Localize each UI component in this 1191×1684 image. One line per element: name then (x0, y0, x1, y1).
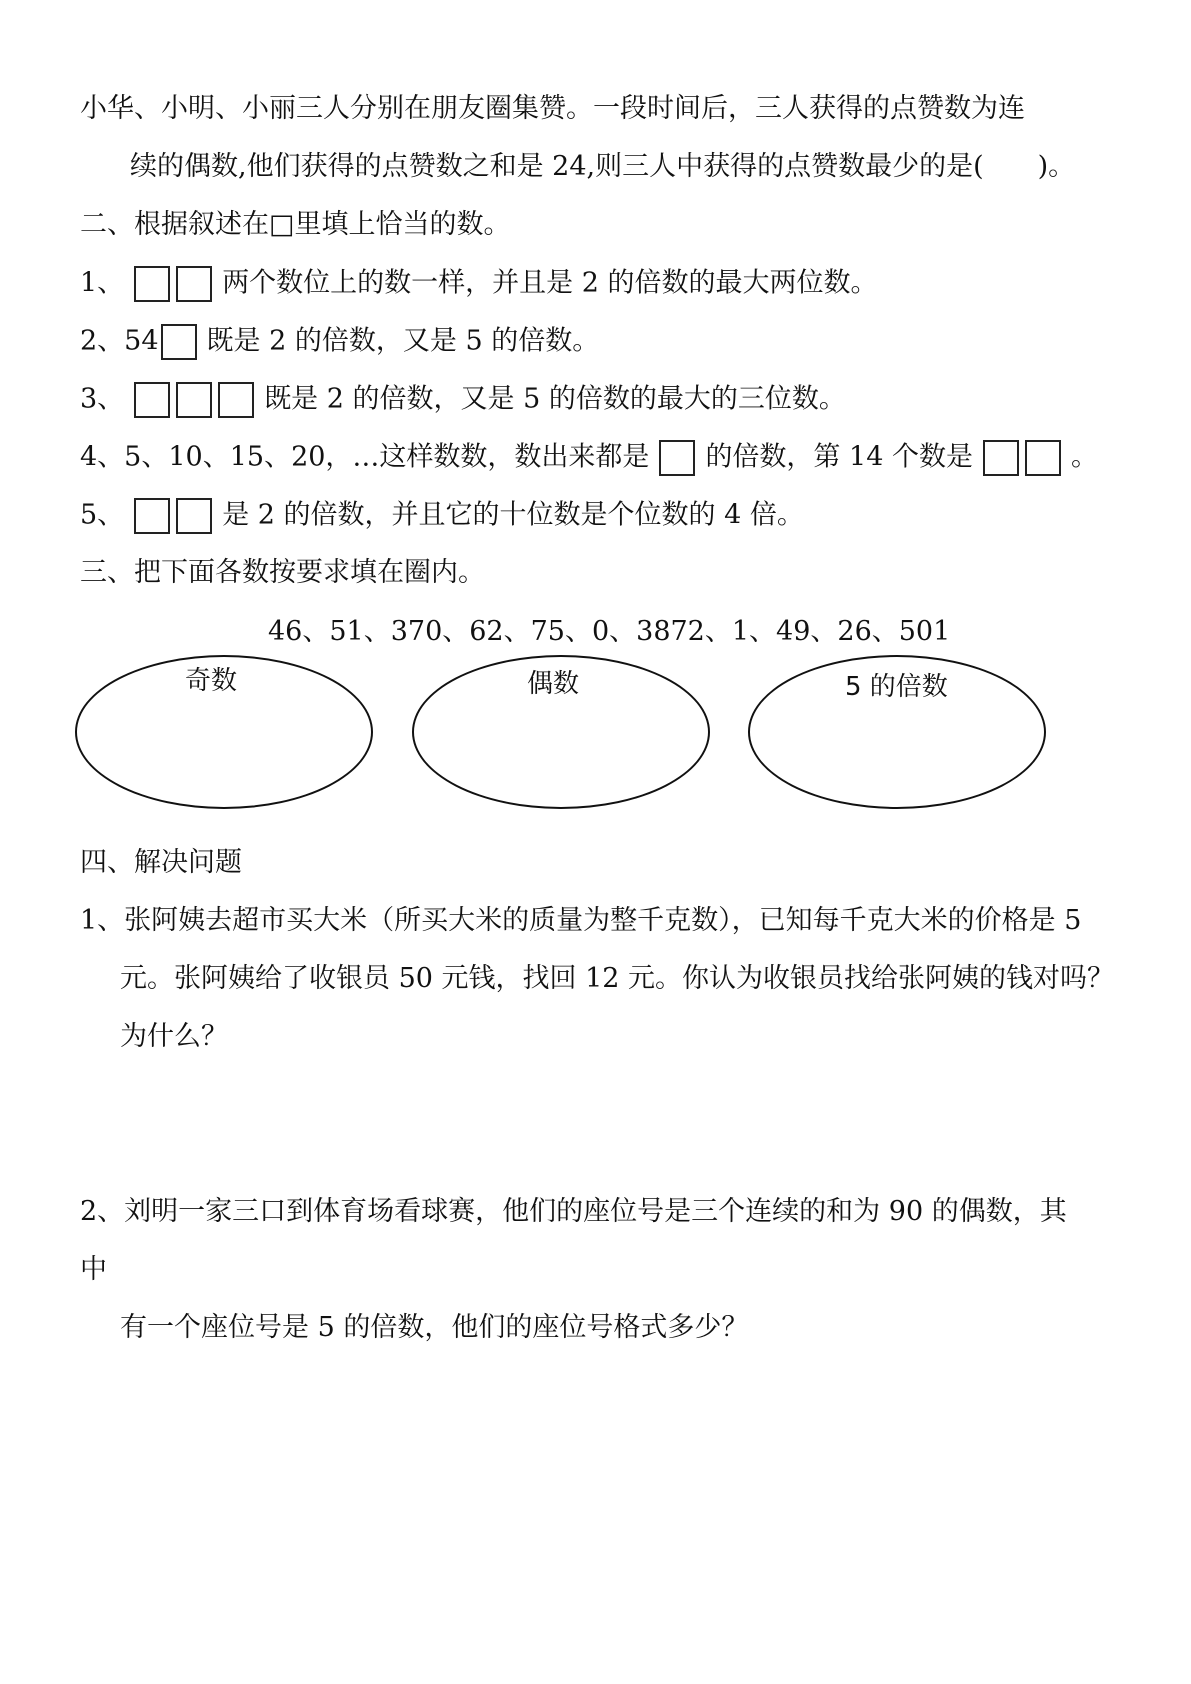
answer-box[interactable] (134, 266, 170, 302)
problem-2-line-2: 中 (80, 1254, 107, 1285)
answer-box[interactable] (983, 440, 1019, 476)
answer-box[interactable] (659, 440, 695, 476)
problem-1-line-2: 元。张阿姨给了收银员 50 元钱，找回 12 元。你认为收银员找给张阿姨的钱对吗？ (120, 963, 1115, 994)
item-5-prefix: 5、 (80, 499, 125, 531)
answer-boxes-two-digit[interactable] (134, 266, 212, 302)
item-2-prefix: 2、54 (80, 325, 159, 357)
odd-numbers-label: 奇数 (185, 666, 238, 696)
problem-1-line-3: 为什么？ (120, 1021, 228, 1052)
answer-boxes-two-digit[interactable] (983, 440, 1061, 476)
problem-2-line-3: 有一个座位号是 5 的倍数，他们的座位号格式多少？ (120, 1312, 749, 1343)
answer-box[interactable] (176, 266, 212, 302)
answer-box[interactable] (176, 498, 212, 534)
item-2-text: 既是 2 的倍数，又是 5 的倍数。 (206, 325, 600, 357)
intro-question-line-2: 续的偶数,他们获得的点赞数之和是 24,则三人中获得的点赞数最少的是( )。 (130, 151, 1076, 182)
item-1-text: 两个数位上的数一样，并且是 2 的倍数的最大两位数。 (222, 267, 878, 299)
section2-item-5 (80, 498, 804, 534)
section2-item-3 (80, 382, 846, 418)
answer-box[interactable] (176, 382, 212, 418)
answer-box[interactable] (134, 498, 170, 534)
section2-item-4 (80, 440, 1098, 476)
item-1-prefix: 1、 (80, 267, 125, 299)
number-list: 46、51、370、62、75、0、3872、1、49、26、501 (268, 616, 951, 647)
item-3-text: 既是 2 的倍数，又是 5 的倍数的最大的三位数。 (264, 383, 846, 415)
item-5-text: 是 2 的倍数，并且它的十位数是个位数的 4 倍。 (222, 499, 804, 531)
answer-box[interactable] (1025, 440, 1061, 476)
answer-box[interactable] (218, 382, 254, 418)
problem-1-line-1: 1、张阿姨去超市买大米（所买大米的质量为整千克数），已知每千克大米的价格是 5 (80, 905, 1082, 936)
item-4-mid: 的倍数，第 14 个数是 (705, 441, 973, 473)
section4-heading: 四、解决问题 (80, 847, 242, 878)
item-3-prefix: 3、 (80, 383, 125, 415)
item-4-prefix: 4、5、10、15、20，…这样数数，数出来都是 (80, 441, 650, 473)
intro-question-line-1: 小华、小明、小丽三人分别在朋友圈集赞。一段时间后，三人获得的点赞数为连 (80, 93, 1025, 124)
section2-item-1 (80, 266, 878, 302)
section2-heading: 二、根据叙述在□里填上恰当的数。 (80, 209, 511, 240)
answer-box[interactable] (161, 324, 197, 360)
answer-boxes-single[interactable] (659, 440, 695, 476)
answer-boxes-two-digit[interactable] (134, 498, 212, 534)
section2-item-2 (80, 324, 599, 360)
item-4-end: 。 (1070, 441, 1098, 473)
problem-2-line-1: 2、刘明一家三口到体育场看球赛，他们的座位号是三个连续的和为 90 的偶数，其 (80, 1196, 1067, 1227)
answer-box[interactable] (134, 382, 170, 418)
answer-boxes-single[interactable] (161, 324, 197, 360)
answer-boxes-three-digit[interactable] (134, 382, 254, 418)
even-numbers-label: 偶数 (527, 669, 580, 699)
multiples-of-5-label: 5 的倍数 (845, 672, 948, 702)
section3-heading: 三、把下面各数按要求填在圈内。 (80, 557, 485, 588)
